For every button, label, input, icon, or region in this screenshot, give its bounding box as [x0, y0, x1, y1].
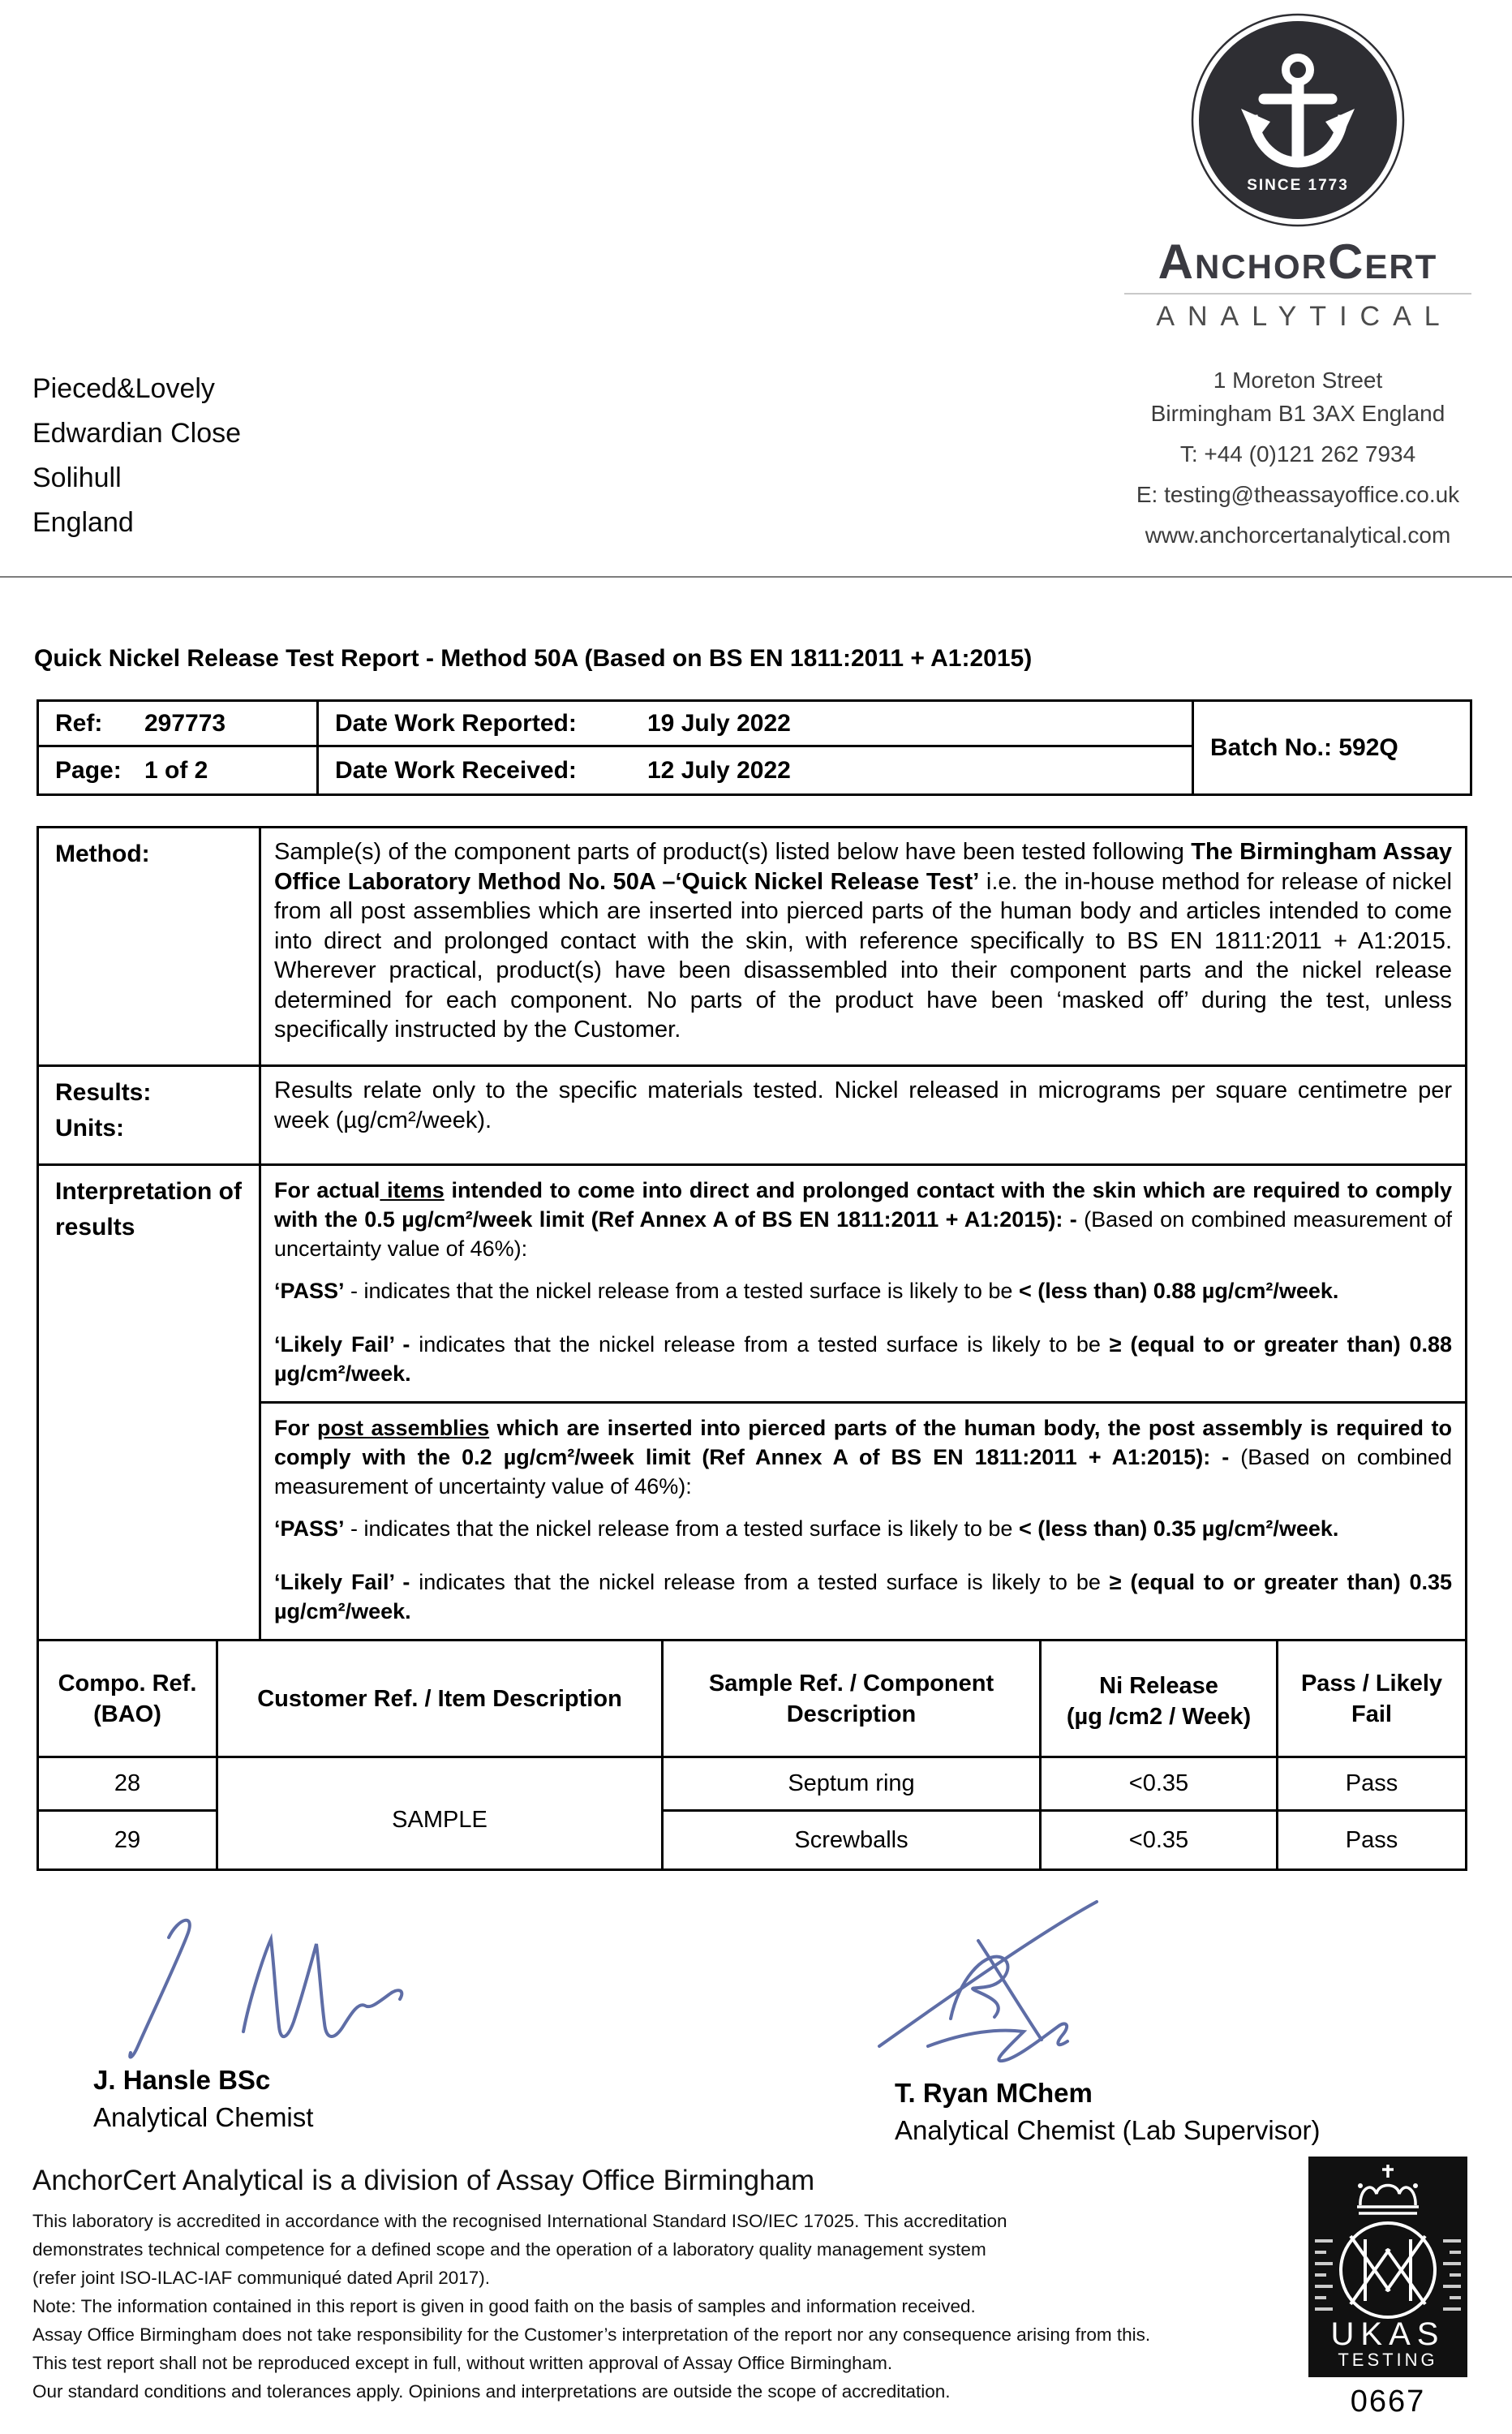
row-28-ref: 28 — [39, 1758, 218, 1812]
post-pass-text: - indicates that the nickel release from a tested surface is likely to be — [344, 1516, 1019, 1541]
post-intro — [274, 1413, 1452, 1501]
row-28-ni-release: <0.35 — [1042, 1758, 1278, 1812]
date-received-label: Date Work Received: — [335, 756, 577, 784]
post-fail-limit: ≥ (equal to or greater than) 0.35 µg/cm²/week. — [274, 1570, 1452, 1623]
footer-smallprint-line: This laboratory is accredited in accordance with the recognised International Standard ISO/IEC 17025. This accreditation — [32, 2211, 1007, 2231]
anchor-icon — [1189, 11, 1407, 229]
skin-intro-underline: items — [380, 1178, 445, 1202]
interpretation-skin-block — [261, 1166, 1465, 1401]
signature-left — [71, 1897, 526, 2067]
row-28-component: Septum ring — [664, 1758, 1042, 1812]
signatory-right-name: T. Ryan MChem — [895, 2078, 1093, 2108]
post-pass-limit: < (less than) 0.35 µg/cm²/week. — [1018, 1516, 1339, 1541]
skin-fail-text: indicates that the nickel release from a tested surface is likely to be — [410, 1332, 1110, 1357]
signatory-left-name: J. Hansle BSc — [93, 2065, 271, 2095]
batch-cell — [1194, 702, 1470, 793]
customer-address-line: Edwardian Close — [32, 418, 242, 449]
post-intro-bold: which are inserted into pierced parts of the human body, the post assembly is required to comply with the 0.2 µg/cm²/week limit (Ref Annex A of BS EN 1811:2011 + A1:2015): - — [274, 1416, 1453, 1469]
brand-name: AnchorCert — [1158, 234, 1438, 289]
skin-intro-bold: For actual — [274, 1178, 380, 1202]
skin-fail-limit: ≥ (equal to or greater than) 0.88 µg/cm²/week. — [274, 1332, 1452, 1386]
customer-address — [32, 367, 241, 545]
lab-phone: T: +44 (0)121 262 7934 — [1179, 441, 1416, 467]
interpretation-post-block — [261, 1401, 1465, 1639]
ukas-testing-text: TESTING — [1338, 2350, 1438, 2370]
header-sample-ref: Sample Ref. / Component Description — [664, 1641, 1042, 1758]
method-text-bold: The Birmingham Assay Office Laboratory Method No. 50A –‘Quick Nickel Release Test’ — [274, 839, 1453, 895]
footer — [32, 2165, 1298, 2406]
report-title: Quick Nickel Release Test Report - Method 50A (Based on BS EN 1811:2011 + A1:2015) — [34, 645, 1033, 672]
post-pass-line — [274, 1514, 1452, 1543]
lab-address-line: 1 Moreton Street — [1213, 368, 1383, 393]
lab-contact-block — [1087, 363, 1509, 552]
row-28-result: Pass — [1278, 1758, 1465, 1812]
ukas-number: 0667 — [1350, 2385, 1426, 2419]
footer-division-line: AnchorCert Analytical is a division of Assay Office Birmingham — [32, 2165, 815, 2196]
footer-smallprint-line: (refer joint ISO-ILAC-IAF communiqué dated April 2017). — [32, 2268, 490, 2288]
skin-fail-line — [274, 1330, 1452, 1388]
brand-divider — [1124, 293, 1471, 295]
row-29-component: Screwballs — [664, 1812, 1042, 1869]
logo-since-text: SINCE 1773 — [1247, 177, 1349, 194]
interpretation-row — [39, 1163, 1465, 1639]
method-row — [39, 828, 1465, 1064]
customer-address-line: England — [32, 507, 134, 538]
results-table — [37, 1639, 1467, 1871]
header-ni-release-title: Ni Release — [1099, 1672, 1218, 1699]
skin-pass-line — [274, 1276, 1452, 1305]
signatory-right — [895, 2071, 1321, 2146]
batch-label: Batch No.: — [1210, 733, 1332, 761]
skin-pass-text: - indicates that the nickel release from a tested surface is likely to be — [344, 1279, 1019, 1303]
date-received-value: 12 July 2022 — [647, 756, 791, 784]
method-table — [37, 826, 1467, 1641]
results-units-label — [39, 1067, 261, 1163]
page-value: 1 of 2 — [144, 756, 208, 784]
footer-smallprint-line: Assay Office Birmingham does not take responsibility for the Customer’s interpretation of the report nor any consequence arising from this. — [32, 2324, 1151, 2345]
row-29-ni-release: <0.35 — [1042, 1812, 1278, 1869]
post-intro-regular: (Based on combined measurement of uncertainty value of 46%): — [274, 1445, 1452, 1499]
header-compo-ref — [39, 1641, 218, 1758]
ref-cell — [39, 702, 319, 747]
post-fail-text: indicates that the nickel release from a tested surface is likely to be — [410, 1570, 1110, 1594]
post-fail-line — [274, 1567, 1452, 1626]
signatory-right-role: Analytical Chemist (Lab Supervisor) — [895, 2115, 1321, 2145]
skin-intro-regular: (Based on combined measurement of uncertainty value of 46%): — [274, 1207, 1452, 1261]
results-units-row — [39, 1064, 1465, 1163]
method-label: Method: — [39, 828, 261, 1064]
units-label: Units: — [55, 1115, 124, 1142]
row-29-result: Pass — [1345, 1826, 1398, 1853]
date-received-cell — [319, 747, 1194, 793]
method-text-part: i.e. the in-house method for release of nickel from all post assemblies which are inserted into pierced parts of the human body and articles intended to come into direct and prolonged contact with the skin, with reference specifically to BS EN 1811:2011 + A1:2015. Wherever practical, product(s) have been disassembled into their component parts and the nickel release determined for each component. No parts of the product have been ‘masked off’ during the test, unless specifically instructed by the Customer. — [274, 868, 1452, 1043]
interpretation-content — [261, 1166, 1465, 1639]
header-ni-release-unit: (µg /cm2 / Week) — [1066, 1703, 1252, 1730]
post-intro-underline: post assemblies — [317, 1416, 490, 1440]
ukas-accreditation-mark — [1308, 2157, 1467, 2419]
results-units-text: Results relate only to the specific materials tested. Nickel released in micrograms per square centimetre per week (µg/cm²/week). — [274, 1077, 1452, 1133]
ref-label: Ref: — [55, 709, 103, 737]
customer-address-line: Pieced&Lovely — [32, 373, 215, 404]
lab-website: www.anchorcertanalytical.com — [1145, 522, 1451, 548]
post-intro-bold: For — [274, 1416, 318, 1440]
skin-pass-limit: < (less than) 0.88 µg/cm²/week. — [1018, 1279, 1339, 1303]
header-divider — [0, 576, 1512, 578]
signatory-left — [93, 2058, 313, 2133]
brand-subtitle: ANALYTICAL — [1156, 301, 1453, 332]
header-ni-release — [1042, 1641, 1278, 1758]
results-label: Results: — [55, 1079, 152, 1106]
signatory-left-role: Analytical Chemist — [93, 2102, 314, 2132]
anchorcert-logo — [1113, 11, 1483, 333]
customer-address-line: Solihull — [32, 462, 122, 493]
date-reported-label: Date Work Reported: — [335, 709, 577, 737]
row-29-ref: 29 — [39, 1812, 218, 1869]
header-compo-ref-line2: (BAO) — [93, 1701, 161, 1727]
ref-value: 297773 — [144, 709, 226, 737]
method-text-part: Sample(s) of the component parts of product(s) listed below have been tested following — [274, 839, 1192, 865]
footer-smallprint-line: Our standard conditions and tolerances apply. Opinions and interpretations are outside the scope of accreditation. — [32, 2381, 951, 2402]
footer-smallprint-line: demonstrates technical competence for a defined scope and the operation of a laboratory quality management system — [32, 2239, 986, 2260]
lab-email: E: testing@theassayoffice.co.uk — [1136, 482, 1460, 507]
header-pass-fail: Pass / Likely Fail — [1278, 1641, 1465, 1758]
report-body — [37, 826, 1467, 1871]
footer-smallprint-line: This test report shall not be reproduced except in full, without written approval of Assay Office Birmingham. — [32, 2353, 893, 2373]
signature-right — [827, 1890, 1233, 2077]
date-reported-value: 19 July 2022 — [647, 709, 791, 737]
skin-intro — [274, 1176, 1452, 1263]
lab-address-line: Birmingham B1 3AX England — [1150, 401, 1445, 426]
skin-fail-term: ‘Likely Fail’ - — [274, 1332, 410, 1357]
method-text — [261, 828, 1465, 1064]
header-customer-ref: Customer Ref. / Item Description — [218, 1641, 664, 1758]
interpretation-label: Interpretation of results — [39, 1166, 261, 1639]
reference-table — [37, 699, 1472, 796]
customer-ref-merged-cell: SAMPLE — [218, 1758, 664, 1869]
post-fail-term: ‘Likely Fail’ - — [274, 1570, 410, 1594]
date-reported-cell — [319, 702, 1194, 747]
ukas-text: UKAS — [1330, 2316, 1445, 2352]
skin-pass-term: ‘PASS’ — [274, 1279, 345, 1303]
page-cell — [39, 747, 319, 793]
footer-smallprint-line: Note: The information contained in this report is given in good faith on the basis of samples and information received. — [32, 2296, 976, 2316]
ukas-testing-icon — [1308, 2157, 1467, 2377]
batch-value: 592Q — [1338, 733, 1398, 761]
skin-intro-bold: intended to come into direct and prolonged contact with the skin which are required to comply with the 0.5 µg/cm²/week limit (Ref Annex A of BS EN 1811:2011 + A1:2015): - — [274, 1178, 1452, 1232]
page-label: Page: — [55, 756, 122, 784]
post-pass-term: ‘PASS’ — [274, 1516, 345, 1541]
header-compo-ref-line1: Compo. Ref. — [58, 1670, 197, 1696]
